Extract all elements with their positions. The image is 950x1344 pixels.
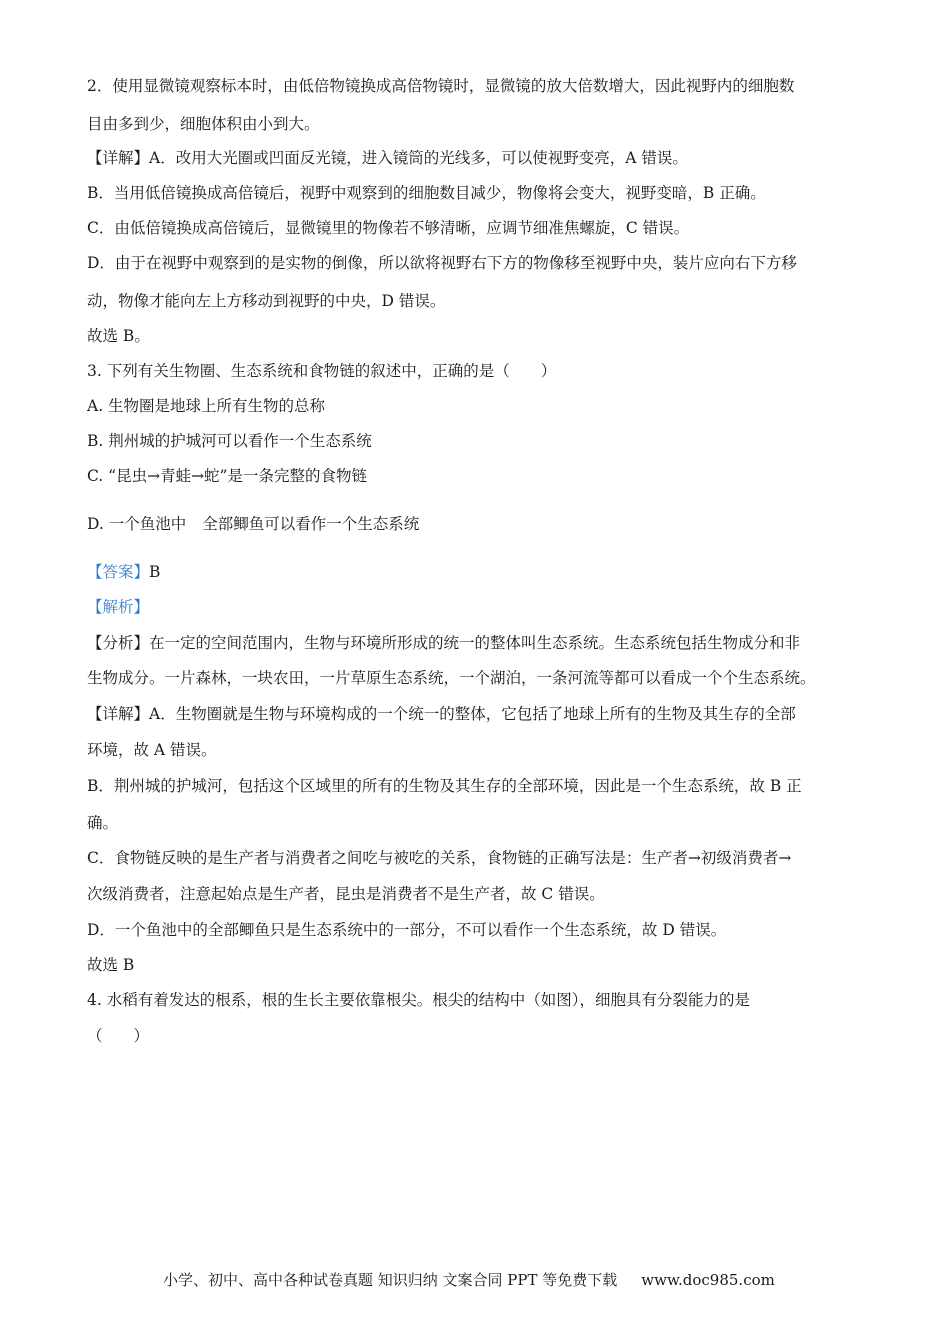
analysis-tag: 【解析】 (87, 598, 150, 616)
q2-detail-c: C．由低倍镜换成高倍镜后，显微镜里的物像若不够清晰，应调节细准焦螺旋，C 错误。 (87, 219, 690, 237)
q3-option-c: C. “昆虫→青蛙→蛇”是一条完整的食物链 (87, 467, 367, 485)
q2-line-2: 目由多到少，细胞体积由小到大。 (87, 115, 320, 133)
q3-detail-a-2: 环境，故 A 错误。 (87, 741, 217, 759)
page-footer (163, 1269, 775, 1291)
q3-answer (87, 561, 160, 583)
q2-detail-d-1: D．由于在视野中观察到的是实物的倒像，所以欲将视野右下方的物像移至视野中央，装片应向右下方移 (87, 254, 797, 272)
q3-detail-c-1: C．食物链反映的是生产者与消费者之间吃与被吃的关系，食物链的正确写法是：生产者→初级消费者→ (87, 849, 792, 867)
footer-site-link[interactable]: www.doc985.com (641, 1271, 775, 1289)
q3-option-b: B. 荆州城的护城河可以看作一个生态系统 (87, 432, 372, 450)
q3-stem: 3. 下列有关生物圈、生态系统和食物链的叙述中，正确的是（ ） (87, 362, 557, 380)
answer-tag: 【答案】 (87, 563, 150, 581)
q3-option-d-part2: 全部鲫鱼可以看作一个生态系统 (202, 515, 420, 533)
answer-value: B (149, 563, 161, 581)
q3-detail-a-1: 【详解】A．生物圈就是生物与环境构成的一个统一的整体，它包括了地球上所有的生物及其生存的全部 (87, 705, 796, 723)
q3-option-d-part1: D. 一个鱼池中 (87, 515, 187, 533)
footer-text: 小学、初中、高中各种试卷真题 知识归纳 文案合同 PPT 等免费下载 (163, 1271, 618, 1289)
q2-detail-a: 【详解】A．改用大光圈或凹面反光镜，进入镜筒的光线多，可以使视野变亮，A 错误。 (87, 149, 688, 167)
q3-option-a: A. 生物圈是地球上所有生物的总称 (87, 397, 326, 415)
q2-detail-b: B．当用低倍镜换成高倍镜后，视野中观察到的细胞数目减少，物像将会变大，视野变暗，B 正确。 (87, 184, 766, 202)
q3-detail-b-1: B．荆州城的护城河，包括这个区域里的所有的生物及其生存的全部环境，因此是一个生态系统，故 B 正 (87, 777, 802, 795)
q2-conclusion: 故选 B。 (87, 327, 150, 345)
q3-detail-d: D．一个鱼池中的全部鲫鱼只是生态系统中的一部分，不可以看作一个生态系统，故 D 错误。 (87, 921, 727, 939)
q2-line-1: 2．使用显微镜观察标本时，由低倍物镜换成高倍物镜时，显微镜的放大倍数增大，因此视野内的细胞数 (87, 77, 795, 95)
q3-fenxi-2: 生物成分。一片森林，一块农田，一片草原生态系统，一个湖泊，一条河流等都可以看成一个个生态系统。 (87, 669, 816, 687)
q4-stem: 4. 水稻有着发达的根系，根的生长主要依靠根尖。根尖的结构中（如图），细胞具有分裂能力的是 (87, 991, 750, 1009)
q3-option-d (87, 513, 419, 535)
q2-detail-d-2: 动，物像才能向左上方移动到视野的中央，D 错误。 (87, 292, 446, 310)
q4-blank: （ ） (87, 1027, 150, 1045)
q3-detail-c-2: 次级消费者，注意起始点是生产者，昆虫是消费者不是生产者，故 C 错误。 (87, 885, 605, 903)
q3-fenxi-1: 【分析】在一定的空间范围内，生物与环境所形成的统一的整体叫生态系统。生态系统包括生物成分和非 (87, 634, 801, 652)
q3-detail-b-2: 确。 (87, 814, 119, 832)
q3-conclusion: 故选 B (87, 956, 135, 974)
